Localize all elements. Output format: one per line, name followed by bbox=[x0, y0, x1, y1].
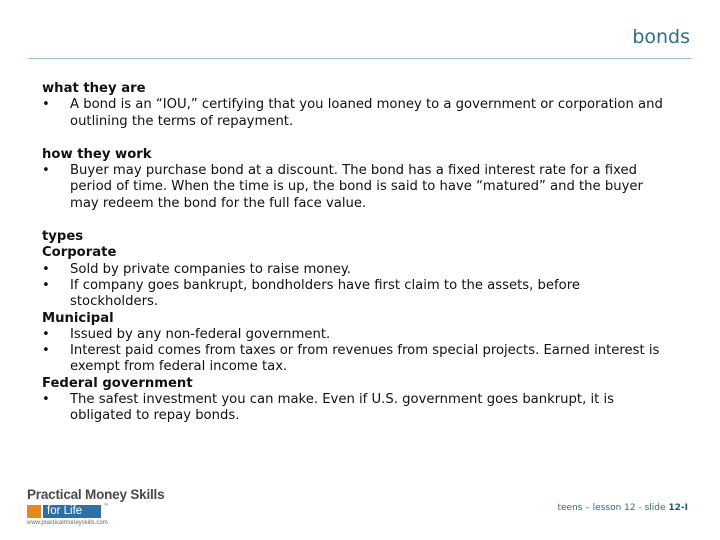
list-item-text: If company goes bankrupt, bondholders have first claim to the assets, before stockholders. bbox=[70, 277, 580, 310]
list-item bbox=[42, 392, 672, 425]
slide-title: bonds bbox=[632, 26, 690, 48]
title-divider bbox=[28, 58, 692, 59]
logo-name: Practical Money Skills bbox=[27, 487, 165, 502]
list-item bbox=[42, 262, 672, 278]
logo-orange-block bbox=[27, 505, 41, 518]
section-types bbox=[42, 229, 672, 425]
logo-tagline: for Life bbox=[43, 505, 101, 518]
practical-money-skills-logo bbox=[27, 487, 172, 527]
slide-content bbox=[42, 81, 672, 425]
bullet-icon: • bbox=[42, 277, 50, 293]
subheading-corporate: Corporate bbox=[42, 245, 117, 261]
list-item-text: Issued by any non-federal government. bbox=[70, 326, 331, 342]
bullet-icon: • bbox=[42, 392, 50, 408]
bullet-icon: • bbox=[42, 343, 50, 359]
list-item-text: Buyer may purchase bond at a discount. The bond has a fixed interest rate for a fixed period of time. When the time is up, the bond is said to have “matured” and the buyer may redeem the bond for the full face value. bbox=[70, 163, 643, 211]
footer-slide-number: 12-I bbox=[668, 503, 688, 513]
logo-trademark: ™ bbox=[103, 503, 109, 510]
bullet-icon: • bbox=[42, 261, 50, 277]
list-item-text: The safest investment you can make. Even if U.S. government goes bankrupt, it is obligated to repay bonds. bbox=[70, 392, 615, 424]
list-item bbox=[42, 343, 672, 376]
bullet-icon: • bbox=[42, 97, 50, 113]
list-item-text: Sold by private companies to raise money. bbox=[70, 261, 351, 277]
section-what-they-are bbox=[42, 81, 672, 130]
bullet-icon: • bbox=[42, 326, 50, 342]
list-item bbox=[42, 327, 672, 343]
section-heading: what they are bbox=[42, 81, 146, 96]
logo-url: www.practicalmoneyskills.com bbox=[27, 520, 108, 526]
section-heading: how they work bbox=[42, 146, 152, 162]
subheading-municipal: Municipal bbox=[42, 310, 114, 326]
list-item bbox=[42, 97, 672, 130]
list-item bbox=[42, 163, 672, 212]
section-heading: types bbox=[42, 229, 84, 245]
footer-lesson-text: teens – lesson 12 - slide bbox=[557, 503, 669, 513]
section-how-they-work bbox=[42, 147, 672, 212]
subheading-federal: Federal government bbox=[42, 375, 193, 391]
bullet-icon: • bbox=[42, 163, 50, 179]
list-item-text: A bond is an “IOU,” certifying that you loaned money to a government or corporation and outlining the terms of repayment. bbox=[70, 97, 663, 129]
slide-footer bbox=[557, 503, 688, 513]
list-item-text: Interest paid comes from taxes or from revenues from special projects. Earned interest is exempt from federal income tax. bbox=[70, 343, 660, 375]
list-item bbox=[42, 278, 672, 311]
